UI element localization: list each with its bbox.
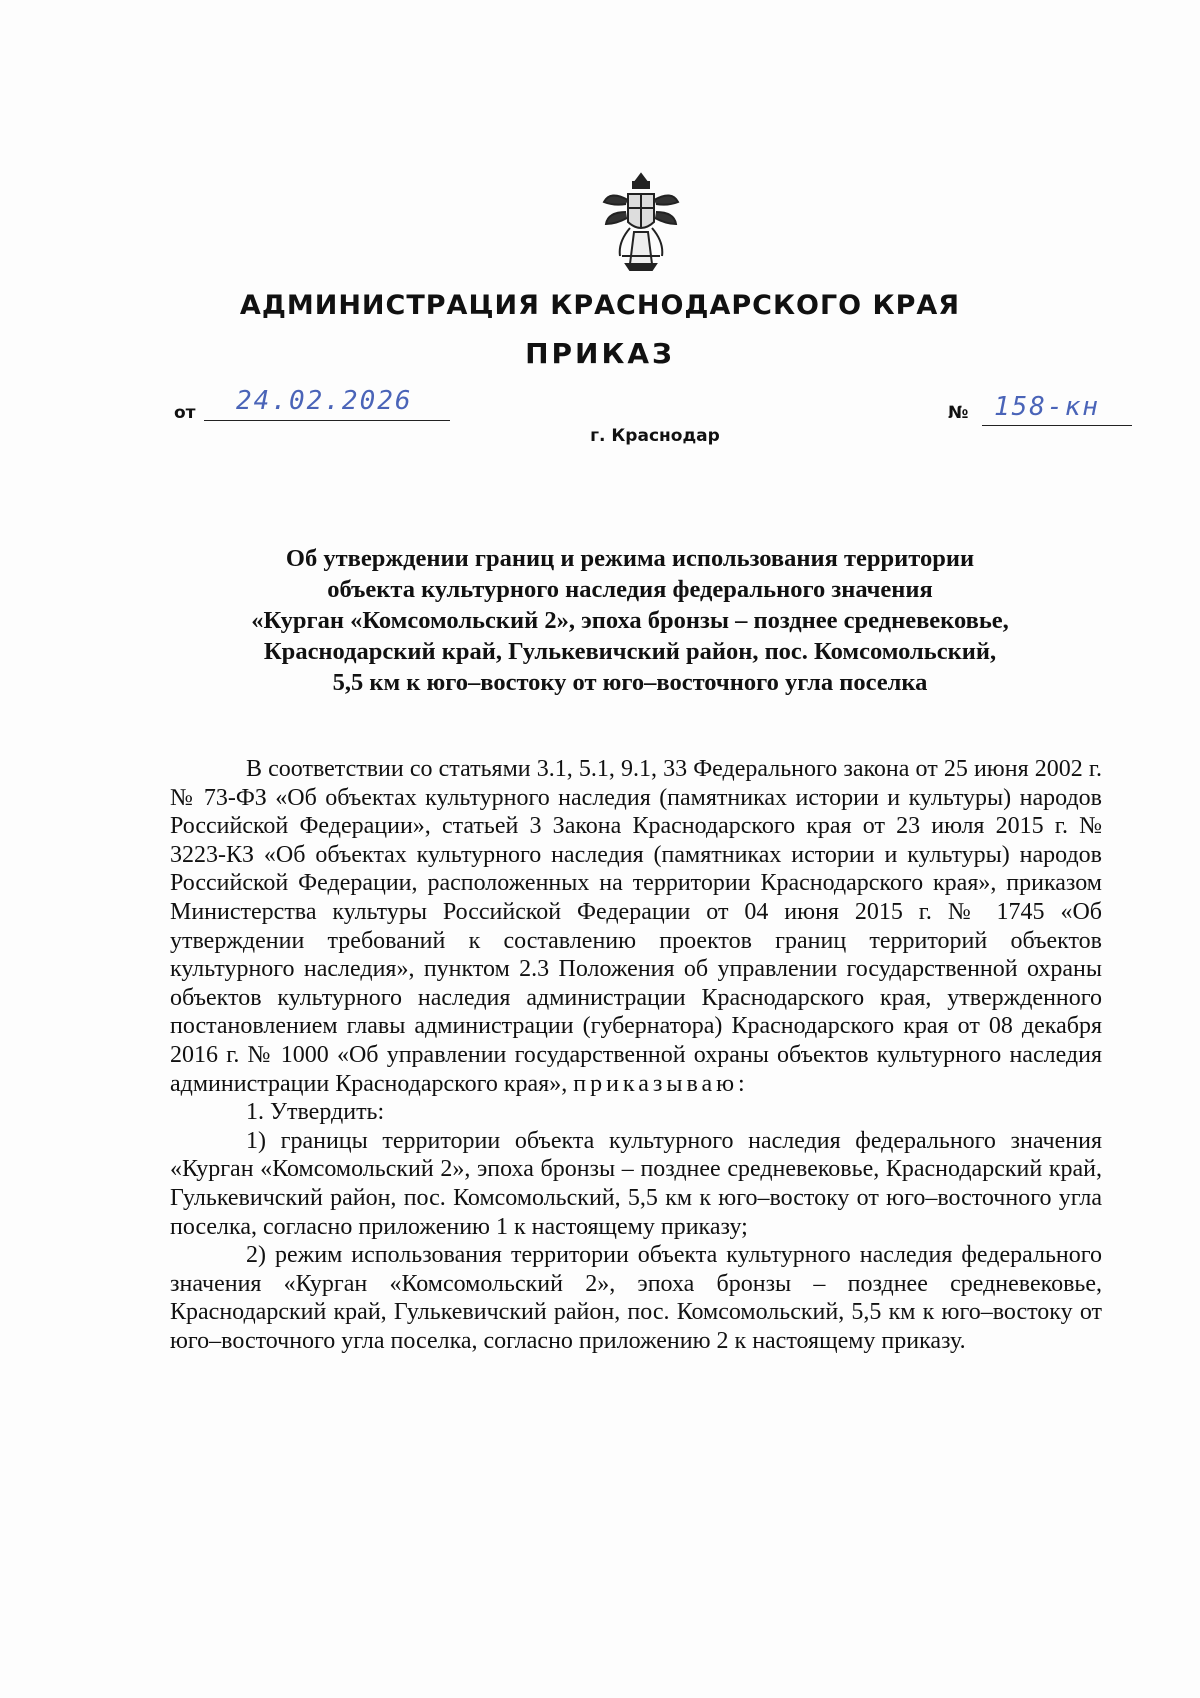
title-line: объекта культурного наследия федерального значения (327, 576, 933, 603)
title-line: 5,5 км к юго–востоку от юго–восточного угла поселка (332, 669, 928, 696)
title-line: Об утверждении границ и режима использования территории (285, 545, 975, 572)
document-body (170, 755, 1102, 1355)
date-underline (204, 420, 450, 421)
number-label: № (948, 403, 969, 423)
document-type: ПРИКАЗ (525, 337, 675, 370)
city: г. Краснодар (590, 426, 720, 446)
item-1: 1. Утвердить: (246, 1099, 385, 1126)
title-line: «Курган «Комсомольский 2», эпоха бронзы – позднее средневековье, (251, 607, 1009, 634)
item-1-1: 1) границы территории объекта культурного наследия федерального значения «Курган «Комсомольский 2», эпоха бронзы – позднее средневековье, Краснодарский край, Гулькевичский район, пос. Комсомольский, 5,5 км к юго–востоку от юго–восточного угла поселка, согласно приложению 1 к настоящему приказу; (170, 1127, 1102, 1240)
document-title (150, 543, 1110, 698)
date-value: 24.02.2026 (236, 386, 413, 416)
title-line: Краснодарский край, Гулькевичский район, пос. Комсомольский, (263, 638, 997, 665)
preamble-paragraph (170, 755, 1102, 1098)
order-word: приказываю: (573, 1070, 749, 1097)
date-label: от (174, 403, 196, 423)
organization-name: АДМИНИСТРАЦИЯ КРАСНОДАРСКОГО КРАЯ (239, 290, 961, 321)
item-1-2: 2) режим использования территории объекта культурного наследия федерального значения «Курган «Комсомольский 2», эпоха бронзы – позднее средневековье, Краснодарский край, Гулькевичский район, пос. Комсомольский, 5,5 км к юго–востоку от юго–восточного угла поселка, согласно приложению 2 к настоящему приказу. (170, 1242, 1102, 1354)
number-value: 158-кн (994, 392, 1100, 422)
preamble-text: В соответствии со статьями 3.1, 5.1, 9.1, 33 Федерального закона от 25 июня 2002 г. № 73-ФЗ «Об объектах культурного наследия (памятниках истории и культуры) народов Российской Федерации», статьей 3 Закона Краснодарского края от 23 июля 2015 г. № 3223-КЗ «Об объектах культурного наследия (памятниках истории и культуры) народов Российской Федерации, расположенных на территории Краснодарского края», приказом Министерства культуры Российской Федерации от 04 июня 2015 г. № 1745 «Об утверждении требований к составлению проектов границ территорий объектов культурного наследия», пунктом 2.3 Положения об управлении государственной охраны объектов культурного наследия администрации Краснодарского края, утвержденного постановлением главы администрации (губернатора) Краснодарского края от 08 декабря 2016 г. № 1000 «Об управлении государственной охраны объектов культурного наследия администрации Краснодарского края», (170, 756, 1102, 1097)
coat-of-arms-icon (600, 172, 682, 272)
